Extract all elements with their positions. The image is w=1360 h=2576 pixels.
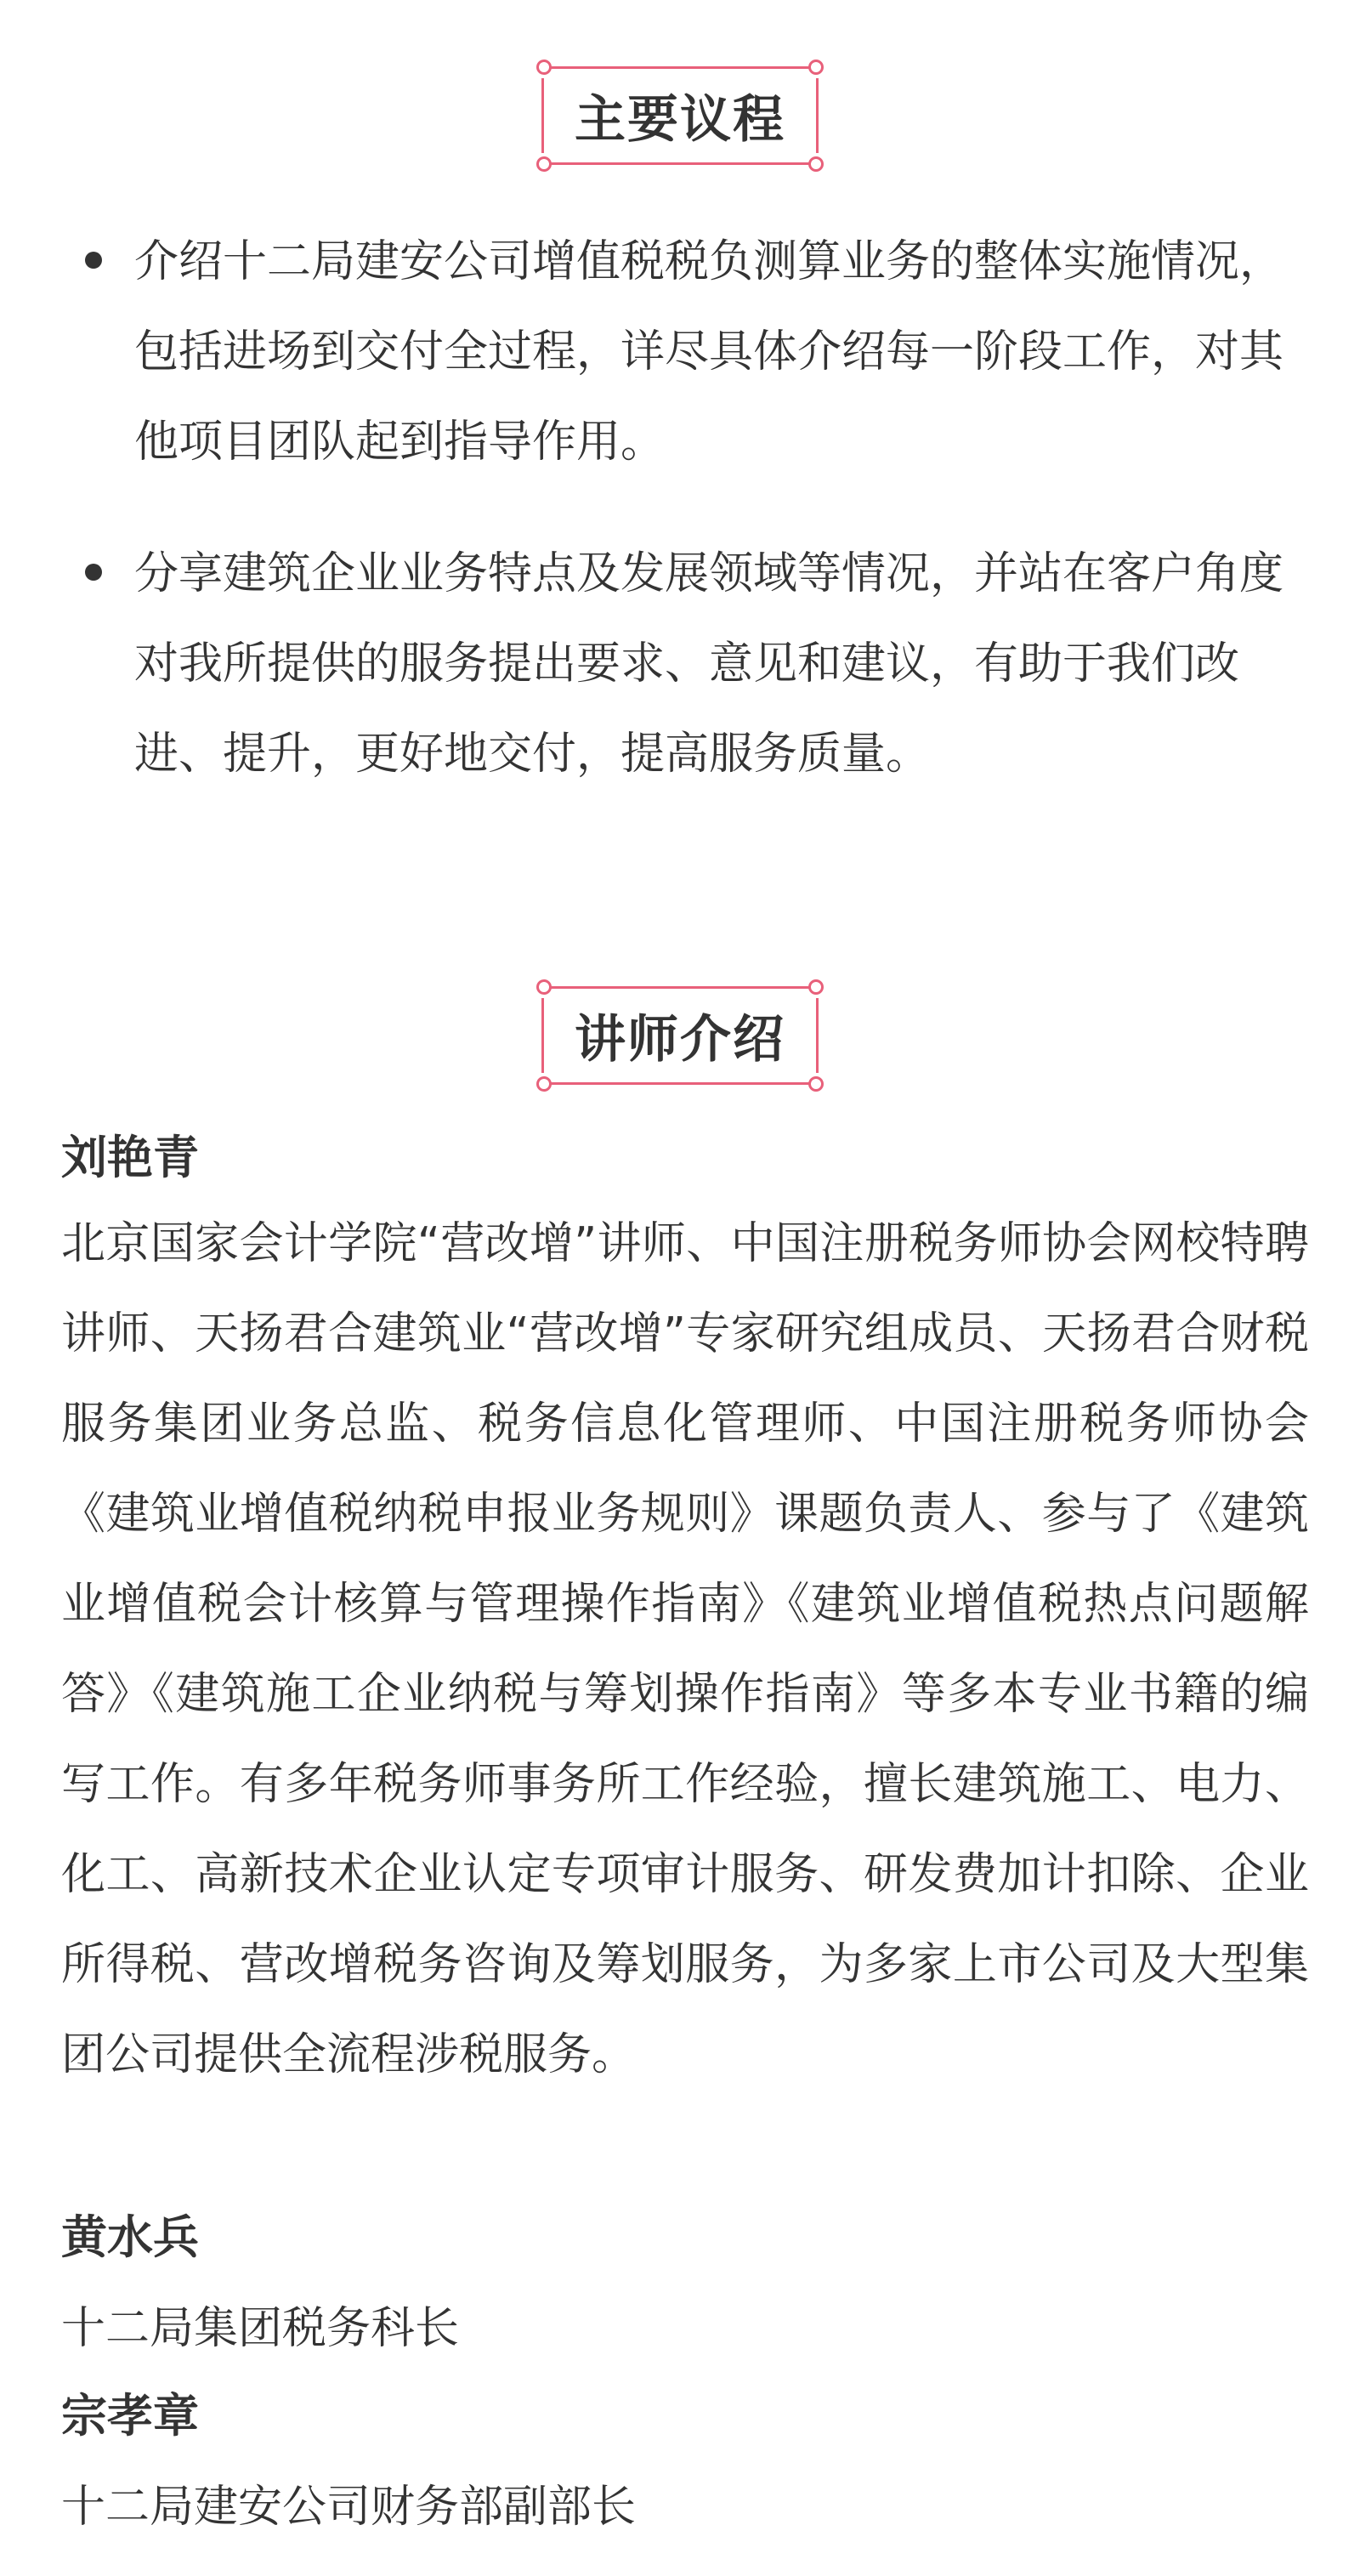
instructors-heading-frame — [537, 986, 823, 1085]
bullet-dot-icon — [85, 564, 102, 581]
bullet-dot-icon — [85, 252, 102, 269]
instructor-name: 刘艳青 — [61, 1131, 199, 1184]
agenda-item-text: 介绍十二局建安公司增值税税负测算业务的整体实施情况，包括进场到交付全过程，详尽具体介绍每一阶段工作，对其他项目团队起到指导作用。 — [134, 236, 1284, 468]
instructor-name: 宗孝章 — [61, 2389, 199, 2443]
instructor-description: 十二局集团税务科长 — [61, 2303, 460, 2354]
agenda-heading-frame — [537, 66, 823, 165]
instructor-name: 黄水兵 — [61, 2210, 199, 2264]
agenda-item — [76, 217, 1300, 487]
agenda-heading: 主要议程 — [575, 90, 785, 150]
agenda-item — [76, 529, 1300, 799]
agenda-item-text: 分享建筑企业业务特点及发展领域等情况，并站在客户角度对我所提供的服务提出要求、意见和建议，有助于我们改进、提升，更好地交付，提高服务质量。 — [134, 548, 1284, 780]
instructor-description: 十二局建安公司财务部副部长 — [61, 2482, 637, 2533]
instructors-heading: 讲师介绍 — [575, 1010, 785, 1070]
instructor-description: 北京国家会计学院“营改增”讲师、中国注册税务师协会网校特聘讲师、天扬君合建筑业“营改增”专家研究组成员、天扬君合财税服务集团业务总监、税务信息化管理师、中国注册税务师协会《建筑业增值税纳税申报业务规则》课题负责人、参与了《建筑业增值税会计核算与管理操作指南》《建筑业增值税热点问题解答》《建筑施工企业纳税与筹划操作指南》等多本专业书籍的编写工作。有多年税务师事务所工作经验，擅长建筑施工、电力、化工、高新技术企业认定专项审计服务、研发费加计扣除、企业所得税、营改增税务咨询及筹划服务，为多家上市公司及大型集团公司提供全流程涉税服务。 — [61, 1218, 1309, 2080]
